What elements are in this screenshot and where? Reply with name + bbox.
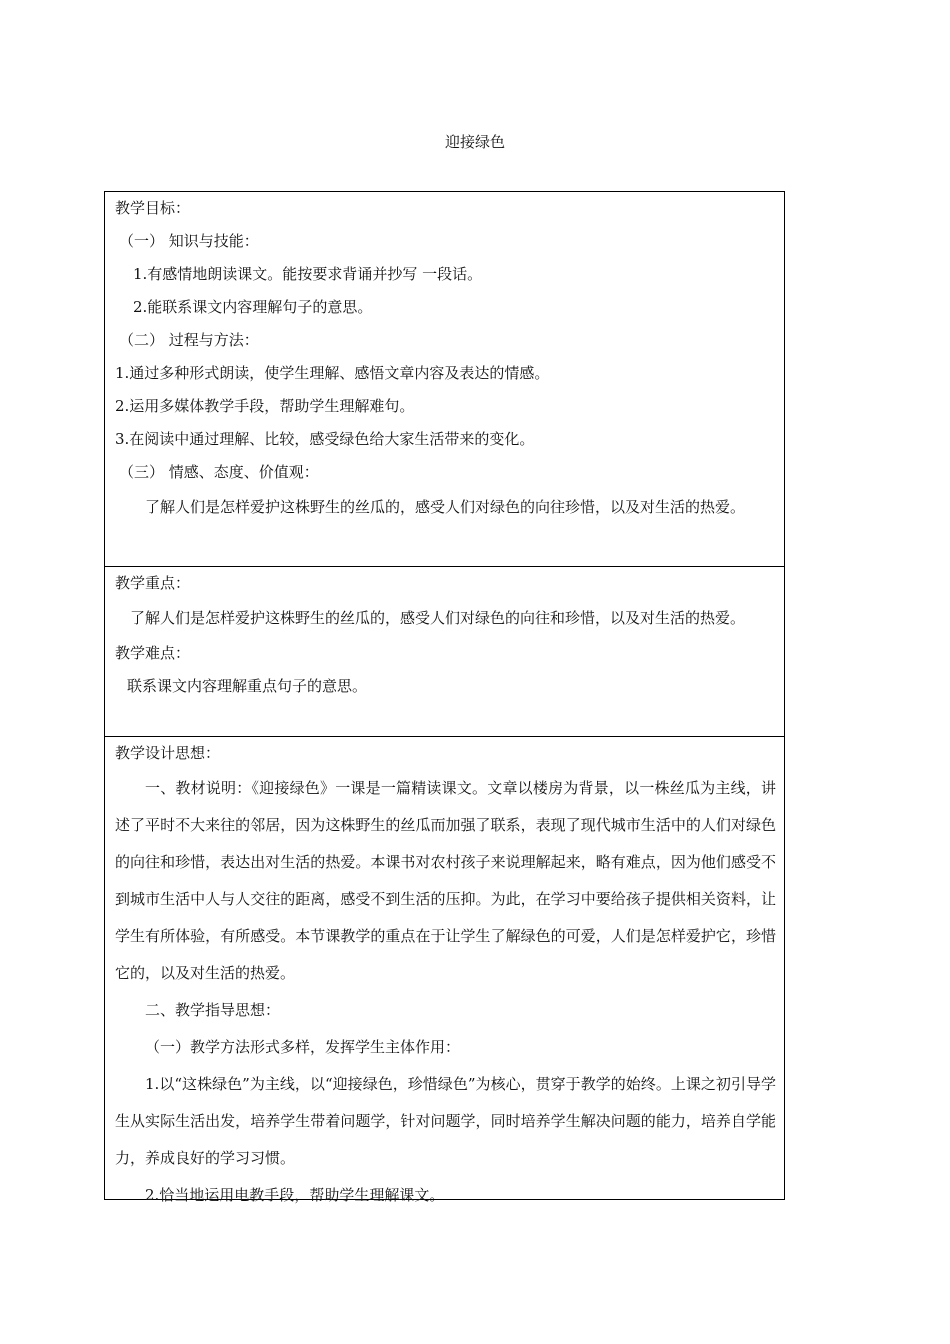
design-cell — [105, 737, 784, 1204]
objectives-line: 2.能联系课文内容理解句子的意思。 — [133, 298, 373, 316]
objectives-paragraph: 了解人们是怎样爱护这株野生的丝瓜的，感受人们对绿色的向往珍惜，以及对生活的热爱。 — [145, 498, 746, 516]
page-title: 迎接绿色 — [444, 133, 505, 151]
objectives-line: （二） 过程与方法： — [119, 331, 259, 349]
key-points-paragraph: 了解人们是怎样爱护这株野生的丝瓜的，感受人们对绿色的向往和珍惜，以及对生活的热爱。 — [130, 609, 746, 627]
design-paragraph: 一、教材说明：《迎接绿色》一课是一篇精读课文。文章以楼房为背景，以一株丝瓜为主线，讲述了平时不大来往的邻居，因为这株野生的丝瓜而加强了联系，表现了现代城市生活中的人们对绿色的向往和珍惜，表达出对生活的热爱。本课书对农村孩子来说理解起来，略有难点，因为他们感受不到城市生活中人与人交往的距离，感受不到生活的压抑。为此，在学习中要给孩子提供相关资料，让学生有所体验，有所感受。本节课教学的重点在于让学生了解绿色的可爱，人们是怎样爱护它，珍惜它的，以及对生活的热爱。 — [115, 779, 776, 982]
design-paragraph: 2.恰当地运用电教手段，帮助学生理解课文。 — [145, 1186, 445, 1204]
key-points-heading: 教学重点： — [115, 574, 191, 592]
objectives-line: 1.通过多种形式朗读，使学生理解、感悟文章内容及表达的情感。 — [115, 364, 550, 382]
objectives-cell — [105, 192, 784, 567]
objectives-line: （三） 情感、态度、价值观： — [119, 463, 319, 481]
difficulty-heading: 教学难点： — [115, 644, 191, 662]
objectives-line: （一） 知识与技能： — [119, 232, 259, 250]
objectives-line: 1.有感情地朗读课文。能按要求背诵并抄写 一段话。 — [133, 265, 483, 283]
design-heading: 教学设计思想： — [115, 744, 221, 762]
design-paragraph: 二、教学指导思想： — [145, 1001, 281, 1019]
objectives-line: 3.在阅读中通过理解、比较，感受绿色给大家生活带来的变化。 — [115, 430, 535, 448]
lesson-plan-table — [104, 191, 785, 1204]
design-paragraph: 1.以“这株绿色”为主线，以“迎接绿色，珍惜绿色”为核心，贯穿于教学的始终。上课之初引导学生从实际生活出发，培养学生带着问题学，针对问题学，同时培养学生解决问题的能力，培养自学能力，养成良好的学习习惯。 — [115, 1075, 776, 1167]
objectives-line: 2.运用多媒体教学手段，帮助学生理解难句。 — [115, 397, 415, 415]
difficulty-text: 联系课文内容理解重点句子的意思。 — [127, 677, 368, 695]
key-points-cell — [105, 567, 784, 737]
design-paragraph: （一）教学方法形式多样，发挥学生主体作用： — [145, 1038, 461, 1056]
objectives-heading: 教学目标： — [115, 199, 191, 217]
